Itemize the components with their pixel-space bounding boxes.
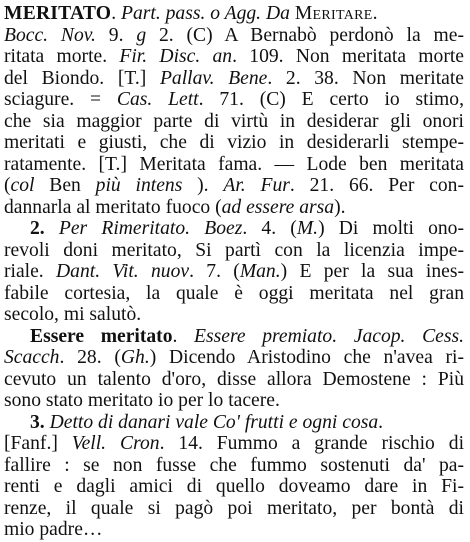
entry-line — [4, 131, 464, 155]
entry-line — [30, 411, 464, 435]
entry-text: . 71. (C) E certo io stimo, — [198, 89, 464, 110]
headword: MERITATO — [4, 3, 112, 24]
entry-text: Ben — [34, 175, 96, 196]
entry-text: Pallav. Bene — [159, 67, 268, 89]
entry-line — [30, 217, 464, 241]
entry-line — [30, 325, 464, 349]
entry-line — [4, 45, 464, 69]
entry-text: Gh. — [120, 347, 150, 368]
entry-line — [4, 368, 464, 392]
entry-line — [4, 67, 464, 91]
entry-text: . — [172, 325, 178, 347]
entry-text: Fir. Disc. an — [119, 46, 233, 67]
entry-text: 9. — [95, 24, 137, 46]
entry-text: ad essere arsa — [221, 196, 335, 218]
entry-text: ( — [4, 175, 11, 196]
entry-text: ) E per la sua ines- — [280, 261, 464, 282]
entry-line — [4, 454, 464, 478]
entry-text: dannarla al meritato fuoco ( — [4, 196, 222, 218]
entry-text: Meritare — [294, 3, 373, 24]
entry-line — [4, 303, 464, 327]
entry-text: . 21. 66. Per con- — [289, 175, 464, 196]
entry-line — [4, 110, 464, 134]
entry-text: 3. — [30, 411, 45, 433]
entry-line — [4, 174, 464, 198]
entry-line — [4, 260, 464, 284]
entry-text: . 14. Fummo a grande rischio di — [159, 433, 464, 454]
entry-text: Per Rimeritato. Boez — [58, 218, 243, 239]
entry-text: Bocc. Nov. — [4, 24, 96, 46]
entry-text: ). — [334, 196, 346, 218]
entry-line — [4, 2, 464, 26]
entry-text: . — [378, 411, 384, 433]
entry-text: . — [372, 3, 378, 24]
entry-text: Part. pass. o Agg. Da — [116, 3, 295, 24]
entry-text: . 7. ( — [189, 261, 240, 282]
entry-text: Detto di danari vale Co' frutti e ogni cosa — [49, 411, 379, 433]
entry-line — [4, 346, 464, 370]
entry-text: Essere meritato — [30, 325, 173, 347]
entry-line — [4, 497, 464, 521]
entry-text: riale. — [4, 261, 57, 282]
entry-text: Vell. Cron — [71, 433, 160, 454]
entry-text: fallire : se non fusse che fummo sostenuti da' pa- — [4, 454, 464, 476]
entry-text: ) Dicendo Aristodino che n'avea ri- — [149, 347, 464, 368]
entry-text: . 2. 38. Non meritate — [267, 67, 464, 89]
entry-line — [4, 282, 464, 306]
entry-text: mio padre… — [4, 519, 103, 540]
entry-line — [4, 432, 464, 456]
entry-text: fabile cortesia, la quale è oggi meritata nel gran — [4, 282, 464, 304]
entry-line — [4, 475, 464, 499]
entry-text — [45, 218, 59, 239]
entry-text: cevuto un talento d'oro, disse allora Demostene : Più — [4, 368, 464, 390]
entry-text: Essere premiato. Jacop. Cess. — [177, 325, 464, 347]
entry-line — [4, 518, 464, 542]
entry-text: . 4. ( — [242, 218, 297, 239]
entry-line — [4, 24, 464, 48]
entry-text: Scacch — [4, 347, 60, 368]
entry-text: col — [10, 175, 35, 196]
entry-line — [4, 153, 464, 177]
entry-text: M. — [296, 218, 319, 239]
entry-text: ritata morte. — [4, 46, 120, 67]
entry-text: renti e dagli amici di quello doveamo dare in Fi- — [4, 476, 464, 497]
entry-text: Ar. Fur — [223, 175, 290, 196]
entry-text: secolo, mi salutò. — [4, 304, 142, 325]
entry-text: Cas. Lett — [116, 89, 199, 110]
entry-line — [4, 239, 464, 263]
entry-text: sciagure. = — [4, 89, 117, 110]
entry-line — [4, 196, 464, 220]
entry-text: g — [136, 24, 147, 46]
entry-text: revoli doni meritato, Si partì con la licenzia impe- — [4, 239, 464, 261]
entry-text: sono stato meritato io per lo tacere. — [4, 390, 280, 411]
entry-text: ). — [182, 175, 224, 196]
entry-text: meritati e giusti, che di vizio in desiderarli stempe- — [4, 132, 464, 153]
entry-text: del Biondo. [T.] — [4, 67, 160, 89]
entry-text: ratamente. [T.] Meritata fama. — Lode ben meritata — [4, 153, 464, 175]
entry-text: più intens — [95, 175, 183, 196]
entry-text: che sia maggior parte di virtù in desiderar gli onori — [4, 110, 464, 132]
entry-line — [4, 389, 464, 413]
entry-text: 2. (C) A Bernabò perdonò la me- — [146, 24, 464, 46]
entry-text: . 28. ( — [59, 347, 121, 368]
entry-text: . — [111, 3, 117, 24]
entry-text: renze, il quale si pagò poi meritato, per bontà di — [4, 497, 464, 519]
entry-text: 2. — [30, 218, 45, 239]
entry-text: [Fanf.] — [4, 433, 72, 454]
entry-text: Dant. Vit. nuov — [56, 261, 190, 282]
entry-line — [4, 88, 464, 112]
entry-text: . 109. Non meritata morte — [232, 46, 464, 67]
entry-text: ) Di molti ono- — [318, 218, 464, 239]
entry-text: Man. — [239, 261, 281, 282]
